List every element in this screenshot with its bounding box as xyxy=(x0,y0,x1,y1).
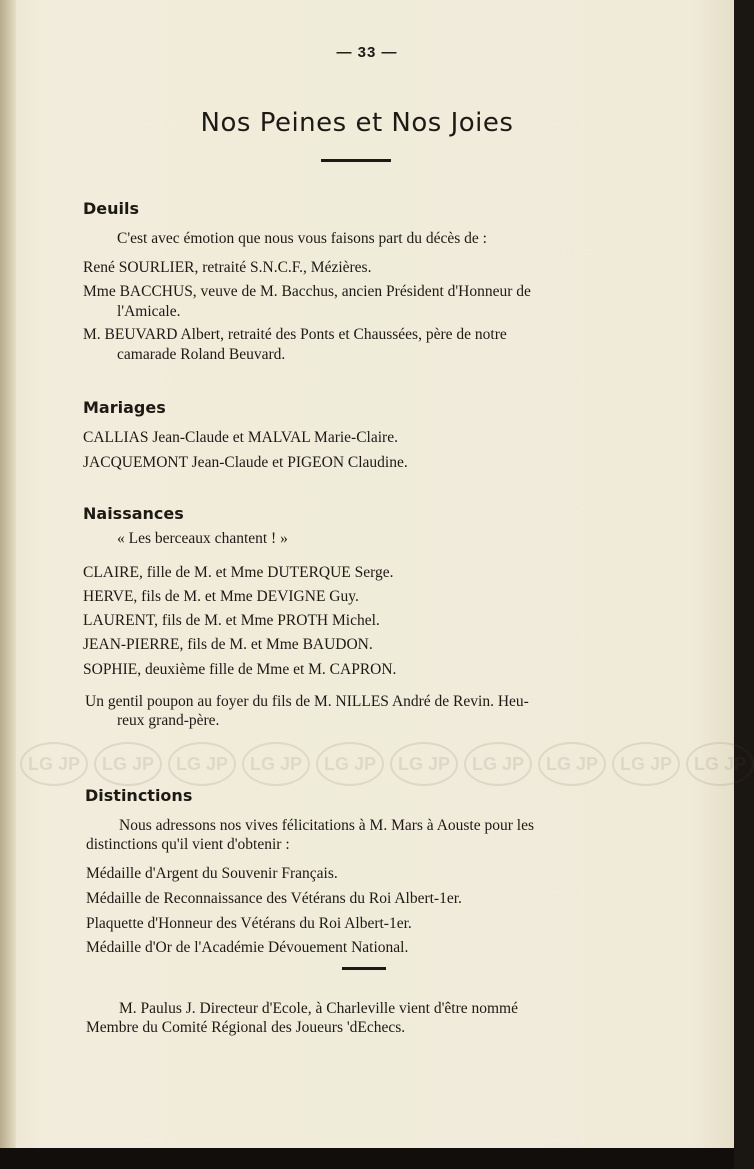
section-heading-deuils: Deuils xyxy=(83,199,140,218)
section-heading-distinctions: Distinctions xyxy=(85,786,193,805)
naissances-intro: « Les berceaux chantent ! » xyxy=(117,530,288,547)
watermark-stamp: LG JP xyxy=(390,742,458,786)
naissances-extra: Un gentil poupon au foyer du fils de M. NILLES André de Revin. Heu- xyxy=(85,693,529,710)
closing-paragraph-continuation: Membre du Comité Régional des Joueurs 'dEchecs. xyxy=(86,1019,406,1036)
section-heading-naissances: Naissances xyxy=(83,504,184,523)
mariages-entry: JACQUEMONT Jean-Claude et PIGEON Claudine. xyxy=(83,454,408,471)
mariages-entry: CALLIAS Jean-Claude et MALVAL Marie-Claire. xyxy=(83,429,398,446)
title-rule xyxy=(321,159,391,162)
section-heading-mariages: Mariages xyxy=(83,398,166,417)
watermark-stamp: LG JP xyxy=(242,742,310,786)
watermark-band xyxy=(20,742,746,786)
deuils-entry: Mme BACCHUS, veuve de M. Bacchus, ancien Président d'Honneur de xyxy=(83,283,531,300)
deuils-entry: René SOURLIER, retraité S.N.C.F., Mézières. xyxy=(83,259,372,276)
watermark-stamp: LG JP xyxy=(538,742,606,786)
deuils-entry-continuation: camarade Roland Beuvard. xyxy=(117,346,286,363)
book-spine xyxy=(0,0,16,1148)
distinctions-entry: Médaille d'Argent du Souvenir Français. xyxy=(86,865,338,882)
distinctions-entry: Médaille d'Or de l'Académie Dévouement National. xyxy=(86,939,409,956)
deuils-entry-continuation: l'Amicale. xyxy=(117,303,181,320)
naissances-entry: LAURENT, fils de M. et Mme PROTH Michel. xyxy=(83,612,380,629)
naissances-entry: HERVE, fils de M. et Mme DEVIGNE Guy. xyxy=(83,588,359,605)
naissances-entry: JEAN-PIERRE, fils de M. et Mme BAUDON. xyxy=(83,636,373,653)
distinctions-intro-continuation: distinctions qu'il vient d'obtenir : xyxy=(86,836,290,853)
watermark-stamp: LG JP xyxy=(94,742,162,786)
deuils-entry: M. BEUVARD Albert, retraité des Ponts et Chaussées, père de notre xyxy=(83,326,507,343)
distinctions-entry: Médaille de Reconnaissance des Vétérans du Roi Albert-1er. xyxy=(86,890,462,907)
section-rule xyxy=(342,967,386,970)
page-number: — 33 — xyxy=(336,44,398,61)
watermark-stamp: LG JP xyxy=(612,742,680,786)
naissances-extra-continuation: reux grand-père. xyxy=(117,712,220,729)
distinctions-intro: Nous adressons nos vives félicitations à M. Mars à Aouste pour les xyxy=(119,817,534,834)
naissances-entry: SOPHIE, deuxième fille de Mme et M. CAPRON. xyxy=(83,661,397,678)
watermark-stamp: LG JP xyxy=(168,742,236,786)
naissances-entry: CLAIRE, fille de M. et Mme DUTERQUE Serge. xyxy=(83,564,394,581)
closing-paragraph: M. Paulus J. Directeur d'Ecole, à Charleville vient d'être nommé xyxy=(119,1000,518,1017)
watermark-stamp: LG JP xyxy=(686,742,754,786)
page-title: Nos Peines et Nos Joies xyxy=(200,108,514,138)
watermark-stamp: LG JP xyxy=(20,742,88,786)
distinctions-entry: Plaquette d'Honneur des Vétérans du Roi Albert-1er. xyxy=(86,915,412,932)
watermark-stamp: LG JP xyxy=(464,742,532,786)
deuils-intro: C'est avec émotion que nous vous faisons part du décès de : xyxy=(117,230,487,247)
watermark-stamp: LG JP xyxy=(316,742,384,786)
scan-bottom-edge xyxy=(0,1148,734,1169)
